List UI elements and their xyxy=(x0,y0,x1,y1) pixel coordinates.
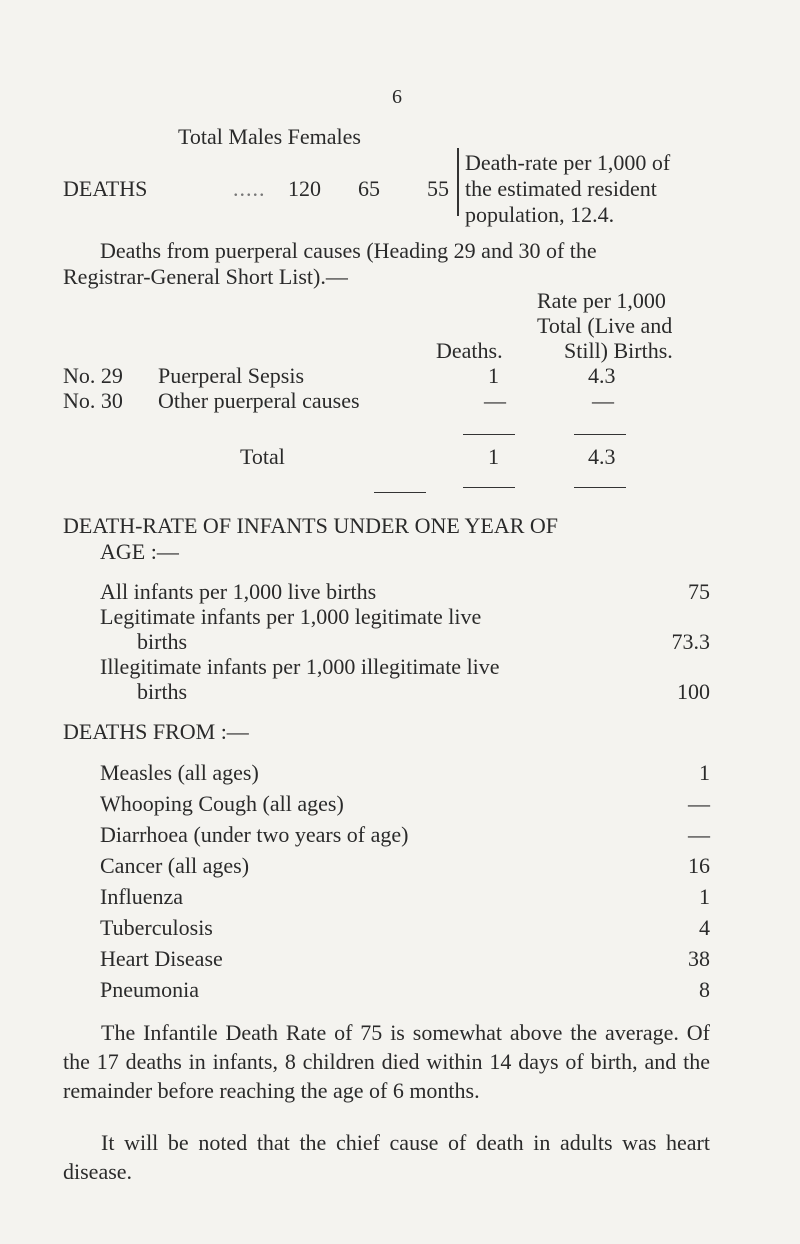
infantile-rate-paragraph: The Infantile Death Rate of 75 is somewhat above the average. Of the 17 deaths in infants, 8 children died within 14 days of birth, and the remainder before reaching the age of 6 months. xyxy=(63,1020,710,1103)
infant-heading-line1: DEATH-RATE OF INFANTS UNDER ONE YEAR OF xyxy=(63,513,558,538)
total-rule-rate-top xyxy=(574,434,626,435)
infant-illegit-value: 100 xyxy=(677,679,710,704)
puerperal-total-deaths: 1 xyxy=(488,444,499,469)
deaths-from-value: 8 xyxy=(699,977,710,1002)
puerperal-deaths-col: Deaths. xyxy=(436,338,503,363)
death-rate-line3: population, 12.4. xyxy=(465,202,615,227)
deaths-females: 55 xyxy=(427,176,449,201)
puerperal-row-no: No. 30 xyxy=(63,388,123,413)
section-divider xyxy=(374,492,426,493)
deaths-from-label: Influenza xyxy=(100,884,184,909)
puerperal-intro-line2: Registrar-General Short List).— xyxy=(63,264,348,289)
puerperal-rate-col-line2: Total (Live and xyxy=(537,313,673,338)
puerperal-row-deaths: — xyxy=(484,388,506,413)
adult-cause-paragraph: It will be noted that the chief cause of death in adults was heart disease. xyxy=(63,1130,710,1184)
infant-legit-line2: births xyxy=(137,629,188,654)
puerperal-row-cause: Other puerperal causes xyxy=(158,388,360,413)
puerperal-row-deaths: 1 xyxy=(488,363,499,388)
puerperal-row-rate: — xyxy=(592,388,614,413)
infant-all-value: 75 xyxy=(688,579,710,604)
deaths-from-value: 38 xyxy=(688,946,710,971)
deaths-total: 120 xyxy=(288,176,321,201)
deaths-label: DEATHS xyxy=(63,176,148,201)
deaths-from-value: — xyxy=(688,791,710,816)
deaths-brace xyxy=(457,148,459,216)
infant-illegit-line2: births xyxy=(137,679,188,704)
puerperal-row-cause: Puerperal Sepsis xyxy=(158,363,305,388)
total-rule-deaths-top xyxy=(463,434,515,435)
puerperal-rate-col-line1: Rate per 1,000 xyxy=(537,288,666,313)
deaths-from-label: Heart Disease xyxy=(100,946,223,971)
death-rate-line1: Death-rate per 1,000 of xyxy=(465,150,671,175)
deaths-from-label: Cancer (all ages) xyxy=(100,853,250,878)
deaths-males: 65 xyxy=(358,176,380,201)
deaths-from-value: — xyxy=(688,822,710,847)
deaths-from-value: 1 xyxy=(699,760,710,785)
deaths-from-value: 4 xyxy=(699,915,710,940)
deaths-from-label: Measles (all ages) xyxy=(100,760,259,785)
puerperal-row-rate: 4.3 xyxy=(588,363,616,388)
deaths-column-header: Total Males Females xyxy=(178,124,361,149)
deaths-from-heading: DEATHS FROM :— xyxy=(63,719,249,744)
death-rate-line2: the estimated resident xyxy=(465,176,657,201)
infant-legit-line1: Legitimate infants per 1,000 legitimate live xyxy=(100,604,482,629)
infant-all-label: All infants per 1,000 live births xyxy=(100,579,377,604)
puerperal-total-label: Total xyxy=(240,444,285,469)
infant-heading-line2: AGE :— xyxy=(100,539,179,564)
deaths-from-value: 16 xyxy=(688,853,710,878)
deaths-from-label: Pneumonia xyxy=(100,977,199,1002)
puerperal-intro-line1: Deaths from puerperal causes (Heading 29 and 30 of the xyxy=(100,238,597,263)
page-number: 6 xyxy=(392,86,402,108)
puerperal-rate-col-line3: Still) Births. xyxy=(564,338,673,363)
total-rule-rate-bottom xyxy=(574,487,626,488)
total-rule-deaths-bottom xyxy=(463,487,515,488)
deaths-leader-dots: ..... xyxy=(233,176,266,201)
infant-legit-value: 73.3 xyxy=(671,629,710,654)
deaths-from-value: 1 xyxy=(699,884,710,909)
puerperal-total-rate: 4.3 xyxy=(588,444,616,469)
deaths-from-label: Whooping Cough (all ages) xyxy=(100,791,344,816)
puerperal-row-no: No. 29 xyxy=(63,363,123,388)
deaths-from-label: Tuberculosis xyxy=(100,915,213,940)
infant-illegit-line1: Illegitimate infants per 1,000 illegitimate live xyxy=(100,654,500,679)
deaths-from-label: Diarrhoea (under two years of age) xyxy=(100,822,409,847)
